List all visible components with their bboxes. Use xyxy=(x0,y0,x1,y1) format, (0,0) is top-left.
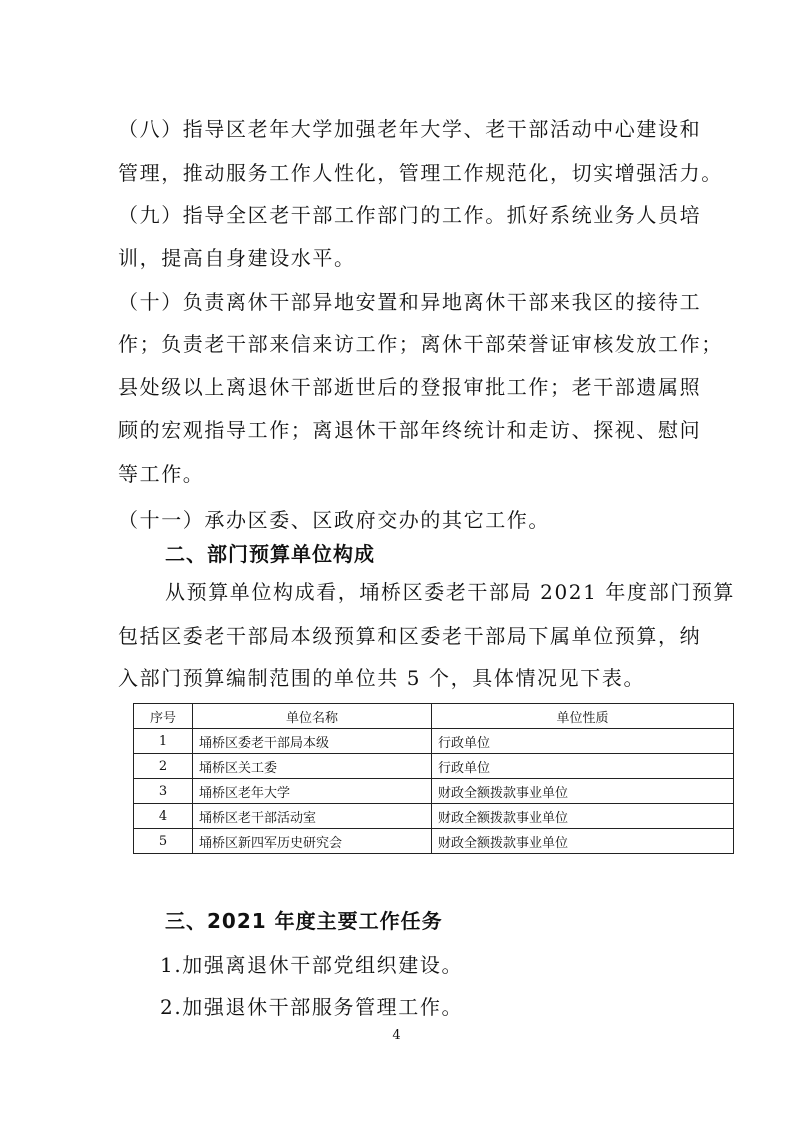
row-unit-name: 埇桥区老干部活动室 xyxy=(193,804,432,829)
page-number: 4 xyxy=(392,1028,401,1043)
header-serial: 序号 xyxy=(134,704,193,729)
row-serial: 4 xyxy=(134,804,193,829)
table-row xyxy=(134,754,734,779)
paragraph-9-line-1: （九）指导全区老干部工作部门的工作。抓好系统业务人员培 xyxy=(118,203,702,227)
table-row xyxy=(134,829,734,854)
paragraph-11-line-1: （十一）承办区委、区政府交办的其它工作。 xyxy=(118,508,550,532)
paragraph-10-line-3: 县处级以上离退休干部逝世后的登报审批工作；老干部遗属照 xyxy=(118,375,702,399)
row-unit-type: 财政全额拨款事业单位 xyxy=(432,829,734,854)
row-unit-type: 财政全额拨款事业单位 xyxy=(432,779,734,804)
row-unit-name: 埇桥区新四军历史研究会 xyxy=(193,829,432,854)
section-2-heading: 二、部门预算单位构成 xyxy=(165,542,375,566)
paragraph-9-line-2: 训，提高自身建设水平。 xyxy=(118,246,356,270)
row-unit-name: 埇桥区委老干部局本级 xyxy=(193,729,432,754)
row-unit-name: 埇桥区关工委 xyxy=(193,754,432,779)
paragraph-10-line-2: 作；负责老干部来信来访工作；离休干部荣誉证审核发放工作； xyxy=(118,332,723,356)
row-serial: 5 xyxy=(134,829,193,854)
paragraph-10-line-1: （十）负责离休干部异地安置和异地离休干部来我区的接待工 xyxy=(118,290,702,314)
section-3-item-1: 1.加强离退休干部党组织建设。 xyxy=(160,953,464,977)
row-unit-type: 财政全额拨款事业单位 xyxy=(432,804,734,829)
row-unit-name: 埇桥区老年大学 xyxy=(193,779,432,804)
section-2-body-line-3: 入部门预算编制范围的单位共 5 个，具体情况见下表。 xyxy=(118,666,646,690)
paragraph-10-line-4: 顾的宏观指导工作；离退休干部年终统计和走访、探视、慰问 xyxy=(118,418,702,442)
row-serial: 2 xyxy=(134,754,193,779)
row-serial: 1 xyxy=(134,729,193,754)
section-3-heading: 三、2021 年度主要工作任务 xyxy=(165,909,443,933)
header-unit-type: 单位性质 xyxy=(432,704,734,729)
section-2-body-line-2: 包括区委老干部局本级预算和区委老干部局下属单位预算，纳 xyxy=(118,624,702,648)
section-2-body-line-1: 从预算单位构成看，埇桥区委老干部局 2021 年度部门预算 xyxy=(165,580,736,604)
row-serial: 3 xyxy=(134,779,193,804)
table-row xyxy=(134,729,734,754)
section-3-item-2: 2.加强退休干部服务管理工作。 xyxy=(160,995,464,1019)
paragraph-8-line-2: 管理，推动服务工作人性化，管理工作规范化，切实增强活力。 xyxy=(118,161,723,185)
table-row xyxy=(134,804,734,829)
budget-units-table xyxy=(133,703,734,854)
paragraph-10-line-5: 等工作。 xyxy=(118,462,205,486)
row-unit-type: 行政单位 xyxy=(432,729,734,754)
header-unit-name: 单位名称 xyxy=(193,704,432,729)
table-row xyxy=(134,779,734,804)
paragraph-8-line-1: （八）指导区老年大学加强老年大学、老干部活动中心建设和 xyxy=(118,117,702,141)
row-unit-type: 行政单位 xyxy=(432,754,734,779)
table-header-row xyxy=(134,704,734,729)
